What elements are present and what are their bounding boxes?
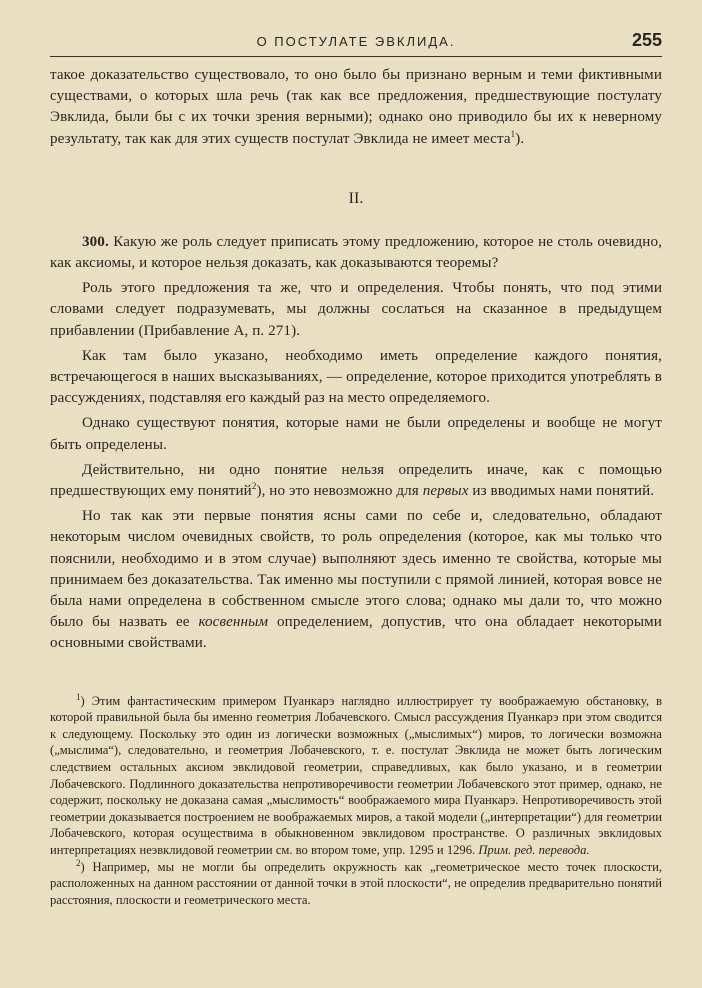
p5-text-a: Действительно, ни одно понятие нельзя определить иначе, как с помощью предшествующих ему понятий [50,461,662,500]
p6-text-a: Но так как эти первые понятия ясны сами по себе и, следовательно, обладают некоторым числом очевидных свойств, то роль определения (которое, как мы только что пояснили, необходимо и в этом случае) выполняют здесь именно те свойства, которые мы принимаем без доказательства. Так именно мы поступили с прямой линией, которая вовсе не была нами определена в собственном смысле этого слова; однако мы дали то, что можно было бы назвать ее [50,508,662,631]
paragraph-definition: Как там было указано, необходимо иметь определение каждого понятия, встречающегося в наших высказываниях, — определение, которое приходится употреблять в рассуждениях, подставляя его каждый раз на место определяемого. [50,347,662,407]
intro-paragraph [50,65,662,150]
paragraph-number: 300. [82,233,109,250]
paragraph-300 [50,232,662,274]
footnote-separator [50,655,662,693]
footnote-2 [50,859,662,909]
running-header [50,30,662,57]
footnotes [50,693,662,909]
intro-tail: ). [515,130,525,147]
footnote-2-text: ) Например, мы не могли бы определить окружность как „геометрическое место точек плоскости, расположенных на данном расстоянии от данной точки в этой плоскости“, не определив предварительно понятий расстояния, плоскости и геометрического места. [50,859,662,907]
page-number: 255 [631,30,662,50]
footnote-1-italic: Прим. ред. перевода. [478,843,590,858]
running-title: О ПОСТУЛАТЕ ЭВКЛИДА. [256,34,456,49]
p5-text-c: из вводимых нами понятий. [468,483,655,500]
body-text [50,65,662,655]
paragraph-indeed [50,460,662,502]
p6-text-b: определением, допустив, что она обладает некоторыми основными свойствами. [50,614,662,652]
section-heading: II. [348,189,364,207]
intro-text: такое доказательство существовало, то оно было бы признано верным и теми фиктивными существами, о которых шла речь (так как все предложения, предшествующие постулату Эвклида, были бы с их точки зрения верными); однако оно приводило бы их к неверному результату, так как для этих существ постулат Эвклида не имеет места [50,67,662,147]
p5-italic: первых [422,483,469,500]
footnote-1-mark: 1 [76,691,81,702]
footnote-ref-2: 2 [251,481,257,492]
paragraph-undefined-concepts: Однако существуют понятия, которые нами не были определены и вообще не могут быть определены. [50,415,662,453]
footnote-ref-1: 1 [510,128,516,139]
paragraph-300-text: Какую же роль следует приписать этому предложению, которое не столь очевидно, как аксиомы, и которое нельзя доказать, как доказываются теоремы? [50,233,662,272]
paragraph-first-concepts [50,506,662,654]
footnote-2-mark: 2 [76,857,81,868]
footnote-1 [50,693,662,859]
paragraph-role: Роль этого предложения та же, что и определения. Чтобы понять, что под этими словами следует подразумевать, мы должны сослаться на сказанное в предыдущем прибавлении (Прибавление A, п. 271). [50,280,662,339]
p6-italic: косвенным [198,614,269,631]
footnote-1-text: ) Этим фантастическим примером Пуанкарэ наглядно иллюстрирует ту воображаемую обстановку, в которой правильной была бы именно геометрия Лобачевского. Смысл рассуждения Пуанкарэ при этом сводится к следующему. Поскольку это один из логически возможных („мыслимых“) миров, то логически возможна („мыслима“), следовательно, и геометрия Лобачевского, т. е. постулат Эвклида не может быть логическим следствием остальных аксиом эвклидовой геометрии, справедливых, как было указано, и в геометрии Лобачевского. Подлинного доказательства непротиворечивости геометрии Лобачевского этот пример, однако, не содержит, поскольку не доказана самая „мыслимость“ воображаемого мира Пуанкарэ. Непротиворечивость этой геометрии доказывается построением не воображаемых миров, а такой модели („интерпретации“) для геометрии Лобачевского, которая осуществима в обыкновенном эвклидовом пространстве. О различных эвклидовых интерпретациях неэвклидовой геометрии см. во втором томе, упр. 1295 и 1296. [50,693,662,858]
p5-text-b: ), но это невозможно для [256,483,423,500]
